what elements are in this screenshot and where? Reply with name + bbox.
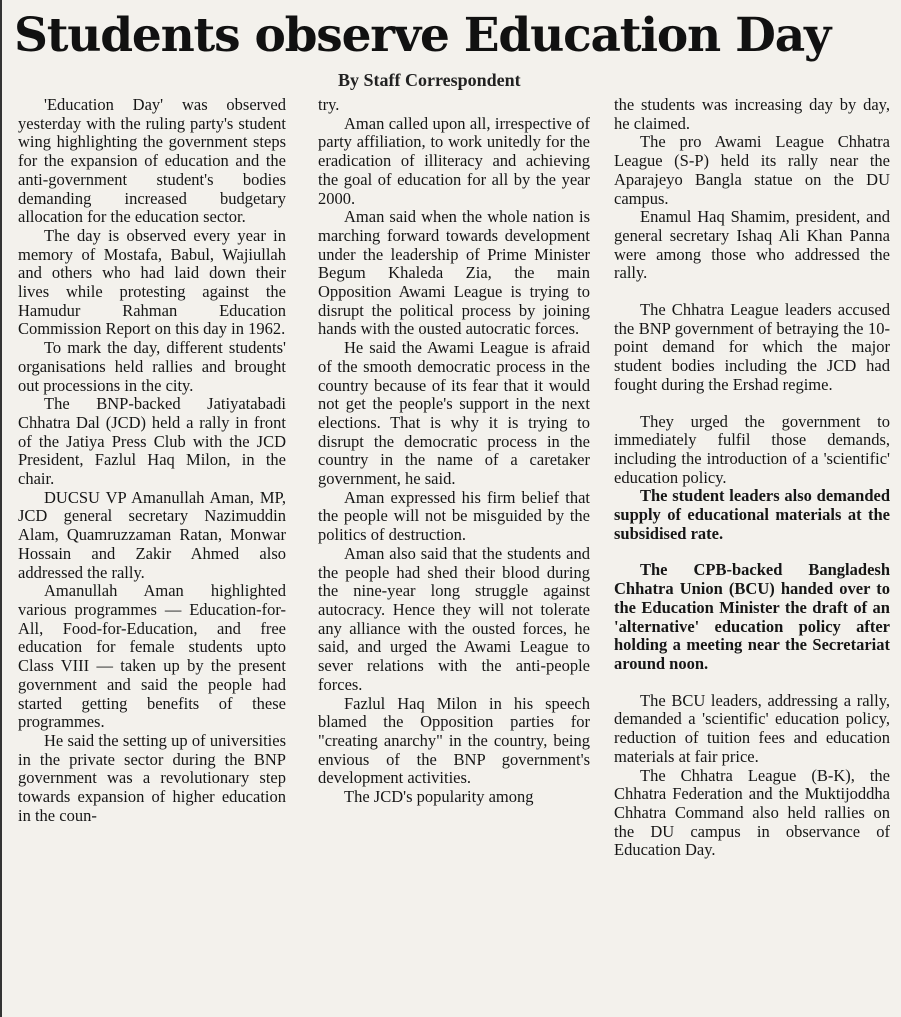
column-3 (614, 96, 890, 860)
paragraph: The JCD's popularity among (344, 787, 534, 807)
paragraph: DUCSU VP Amanullah Aman, MP, JCD general secretary Nazimuddin Alam, Quamruzzaman Ratan, Monwar Hossain and Zakir Ahmed also addressed the rally. (18, 487, 286, 582)
paragraph: Enamul Haq Shamim, president, and general secretary Ishaq Ali Khan Panna were among those who addressed the rally. (614, 207, 890, 283)
headline: Students observe Education Day (14, 8, 831, 63)
column-2 (318, 96, 590, 807)
paragraph: The student leaders also demanded supply of educational materials at the subsidised rate. (614, 486, 890, 543)
paragraph: Aman also said that the students and the people had shed their blood during the nine-year long struggle against autocracy. Hence they will not tolerate any alliance with the ousted forces, he said, and urged the Awami League to sever relations with the anti-people forces. (318, 543, 590, 694)
paragraph: the students was increasing day by day, he claimed. (614, 95, 890, 133)
paragraph: Fazlul Haq Milon in his speech blamed the Opposition parties for "creating anarchy" in the country, being envious of the BNP government's development activities. (318, 693, 590, 788)
byline: By Staff Correspondent (338, 70, 521, 90)
paragraph: The pro Awami League Chhatra League (S-P) held its rally near the Aparajeyo Bangla statue on the DU campus. (614, 132, 890, 208)
paragraph: Aman called upon all, irrespective of party affiliation, to work unitedly for the eradication of illiteracy and achieving the goal of education for all by the year 2000. (318, 113, 590, 208)
paragraph: Aman said when the whole nation is marching forward towards development under the leadership of Prime Minister Begum Khaleda Zia, the main Opposition Awami League is trying to disrupt the political process by joining hands with the ousted autocratic forces. (318, 207, 590, 339)
paragraph: He said the Awami League is afraid of the smooth democratic process in the country because of its fear that it would not get the people's support in the next elections. That is why it is trying to disrupt the democratic process in the country in the name of a caretaker government, he said. (318, 338, 590, 489)
paragraph: The BCU leaders, addressing a rally, demanded a 'scientific' education policy, reduction of tuition fees and education materials at fair price. (614, 690, 890, 766)
paragraph: He said the setting up of universities in the private sector during the BNP government was a revolutionary step towards expansion of higher education in the coun- (18, 730, 286, 825)
paragraph: The BNP-backed Jatiyatabadi Chhatra Dal (JCD) held a rally in front of the Jatiya Press Club with the JCD President, Fazlul Haq Milon, in the chair. (18, 394, 286, 489)
paragraph: They urged the government to immediately fulfil those demands, including the introduction of a 'scientific' education policy. (614, 411, 890, 487)
paragraph: Amanullah Aman highlighted various programmes — Education-for-All, Food-for-Education, and free education for female students upto Class VIII — taken up by the present government and said the people had started getting benefits of these programmes. (18, 581, 286, 732)
paragraph: Aman expressed his firm belief that the people will not be misguided by the politics of destruction. (318, 487, 590, 545)
paragraph: 'Education Day' was observed yesterday with the ruling party's student wing highlighting the government steps for the expansion of education and the anti-government student's bodies demanding increased budgetary allocation for the education sector. (18, 95, 286, 227)
paragraph: The day is observed every year in memory of Mostafa, Babul, Wajiullah and others who had laid down their lives while protesting against the Hamudur Rahman Education Commission Report on this day in 1962. (18, 225, 286, 339)
paragraph: To mark the day, different students' organisations held rallies and brought out processions in the city. (18, 338, 286, 395)
paragraph: The Chhatra League (B-K), the Chhatra Federation and the Muktijoddha Chhatra Command also held rallies on the DU campus in observance of Education Day. (614, 765, 890, 860)
paragraph: The CPB-backed Bangladesh Chhatra Union (BCU) handed over to the Education Minister the draft of an 'alternative' education policy after holding a meeting near the Secretariat around noon. (614, 560, 890, 673)
paragraph: The Chhatra League leaders accused the BNP government of betraying the 10-point demand for which the major student bodies including the JCD had fought during the Ershad regime. (614, 300, 890, 394)
column-1 (18, 96, 286, 825)
paragraph: try. (318, 95, 340, 114)
